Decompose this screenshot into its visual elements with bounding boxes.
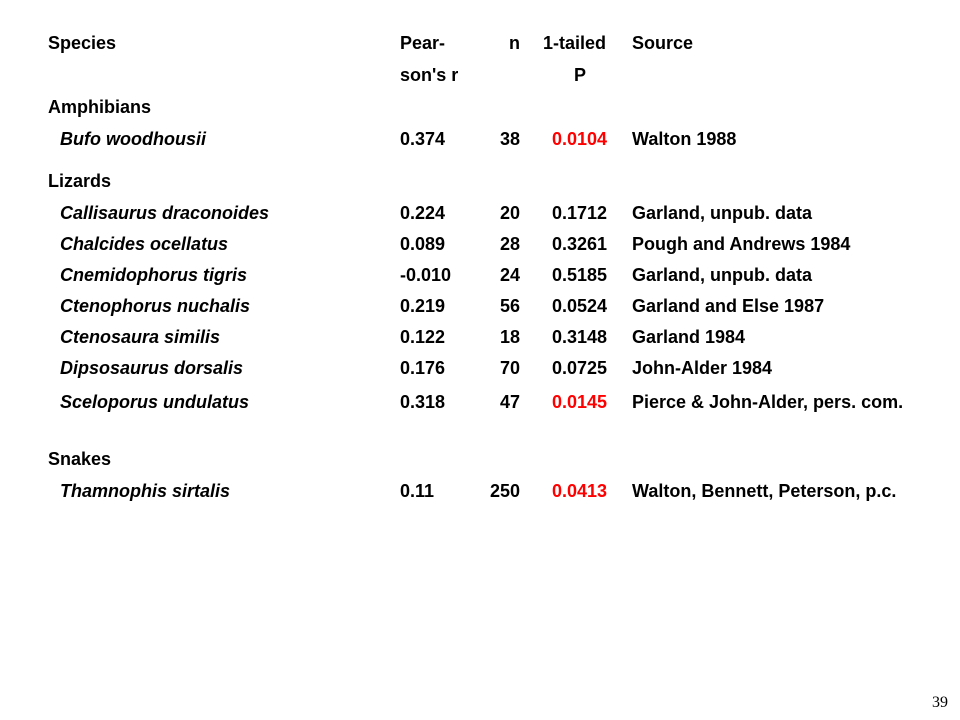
n-value: 28 (499, 234, 520, 254)
species-name: Sceloporus undulatus (60, 392, 250, 412)
group-heading-lizards (0, 168, 960, 194)
n-value: 18 (499, 327, 520, 347)
source-value: Garland, unpub. data (632, 265, 813, 285)
header-p-line2: P (574, 65, 587, 85)
group-heading-amphibians (0, 94, 960, 120)
p-value: 0.5185 (552, 265, 608, 285)
table-header-row (0, 30, 960, 56)
species-name: Callisaurus draconoides (60, 203, 270, 223)
table-row (0, 200, 960, 226)
pearsons-r-value: 0.224 (400, 203, 446, 223)
page-number: 39 (932, 694, 948, 711)
table-row (0, 324, 960, 350)
source-value: Pough and Andrews 1984 (632, 234, 851, 254)
p-value: 0.0524 (552, 296, 608, 316)
n-value: 38 (499, 129, 520, 149)
table-row (0, 126, 960, 152)
species-name: Ctenophorus nuchalis (60, 296, 251, 316)
n-value: 70 (499, 358, 520, 378)
pearsons-r-value: 0.176 (400, 358, 446, 378)
species-name: Chalcides ocellatus (60, 234, 229, 254)
source-value: John-Alder 1984 (632, 358, 773, 378)
source-value: Garland, unpub. data (632, 203, 813, 223)
species-name: Bufo woodhousii (60, 129, 206, 149)
p-value: 0.0104 (552, 129, 608, 149)
source-value: Walton, Bennett, Peterson, p.c. (632, 481, 897, 501)
species-name: Dipsosaurus dorsalis (60, 358, 244, 378)
source-value: Walton 1988 (632, 129, 737, 149)
n-value: 24 (499, 265, 520, 285)
p-value: 0.3148 (552, 327, 608, 347)
p-value: 0.3261 (552, 234, 608, 254)
species-name: Cnemidophorus tigris (60, 265, 248, 285)
n-value: 250 (489, 481, 520, 501)
header-n: n (509, 33, 520, 53)
pearsons-r-value: 0.374 (400, 129, 446, 149)
n-value: 20 (499, 203, 520, 223)
p-value: 0.0413 (552, 481, 608, 501)
table-header-row-2 (0, 62, 960, 88)
pearsons-r-value: 0.122 (400, 327, 446, 347)
source-value: Garland 1984 (632, 327, 746, 347)
table-row (0, 262, 960, 288)
header-source: Source (632, 33, 694, 53)
source-value: Pierce & John-Alder, pers. com. (632, 392, 904, 412)
table-row (0, 293, 960, 319)
p-value: 0.0145 (552, 392, 608, 412)
group-heading: Lizards (48, 171, 112, 191)
species-name: Thamnophis sirtalis (60, 481, 231, 501)
pearsons-r-value: 0.11 (400, 481, 435, 501)
p-value: 0.0725 (552, 358, 608, 378)
pearsons-r-value: 0.089 (400, 234, 446, 254)
table-row (0, 231, 960, 257)
p-value: 0.1712 (552, 203, 608, 223)
table-row (0, 478, 960, 504)
source-value: Garland and Else 1987 (632, 296, 825, 316)
pearsons-r-value: 0.318 (400, 392, 446, 412)
header-pearsons-r-line2: son's r (400, 65, 459, 85)
n-value: 47 (499, 392, 520, 412)
header-one-tailed-p: 1-tailed (543, 33, 607, 53)
table-row (0, 355, 960, 381)
n-value: 56 (499, 296, 520, 316)
header-species: Species (48, 33, 117, 53)
group-heading-snakes (0, 446, 960, 472)
group-heading: Snakes (48, 449, 112, 469)
header-pearsons-r: Pear- (400, 33, 446, 53)
pearsons-r-value: 0.219 (400, 296, 446, 316)
species-name: Ctenosaura similis (60, 327, 221, 347)
group-heading: Amphibians (48, 97, 152, 117)
table-row (0, 389, 960, 415)
pearsons-r-value: -0.010 (400, 265, 452, 285)
